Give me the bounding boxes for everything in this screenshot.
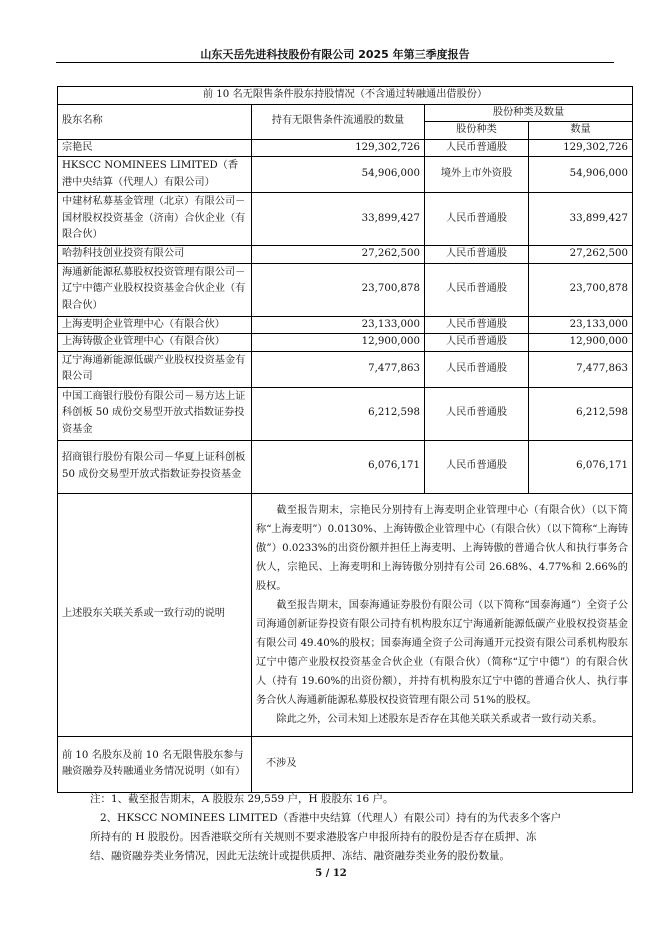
shareholder-name: 招商银行股份有限公司－华夏上证科创板 50 成份交易型开放式指数证券投资基金 — [58, 440, 252, 493]
table-row — [58, 263, 633, 316]
page-number: 5 / 12 — [315, 868, 347, 879]
note-2-line-2: 所持有的 H 股股份。因香港联交所有关规则不要求港股客户申报所持有的股份是否存在质押、冻 — [90, 831, 537, 843]
header-type-group: 股份种类及数量 — [425, 104, 633, 122]
shares-held: 6,076,171 — [252, 440, 425, 493]
shareholder-name: HKSCC NOMINEES LIMITED（香港中央结算（代理人）有限公司） — [58, 157, 252, 193]
share-type: 人民币普通股 — [425, 139, 529, 157]
share-quantity: 129,302,726 — [529, 139, 633, 157]
page-header-title: 山东天岳先进科技股份有限公司 2025 年第三季度报告 — [200, 48, 470, 61]
shares-held: 12,900,000 — [252, 334, 425, 352]
header-share-type: 股份种类 — [425, 122, 529, 140]
share-quantity: 7,477,863 — [529, 351, 633, 387]
share-type: 人民币普通股 — [425, 316, 529, 334]
shares-held: 23,700,878 — [252, 263, 425, 316]
share-type: 人民币普通股 — [425, 193, 529, 246]
shareholder-name: 上海铸傲企业管理中心（有限合伙） — [58, 334, 252, 352]
share-quantity: 6,076,171 — [529, 440, 633, 493]
share-type: 人民币普通股 — [425, 387, 529, 440]
table-caption: 前 10 名无限售条件股东持股情况（不含通过转融通出借股份） — [58, 87, 633, 105]
shareholder-name: 辽宁海通新能源低碳产业股权投资基金有限公司 — [58, 351, 252, 387]
shares-held: 6,212,598 — [252, 387, 425, 440]
share-type: 人民币普通股 — [425, 440, 529, 493]
share-type: 人民币普通股 — [425, 246, 529, 264]
note-1: 注：1、截至报告期末，A 股股东 29,559 户，H 股股东 16 户。 — [90, 793, 394, 805]
shares-held: 33,899,427 — [252, 193, 425, 246]
shares-held: 129,302,726 — [252, 139, 425, 157]
table-row — [58, 334, 633, 352]
header-divider — [56, 62, 614, 63]
share-type: 人民币普通股 — [425, 263, 529, 316]
shareholder-name: 哈勃科技创业投资有限公司 — [58, 246, 252, 264]
share-quantity: 27,262,500 — [529, 246, 633, 264]
share-quantity: 23,133,000 — [529, 316, 633, 334]
share-type: 境外上市外资股 — [425, 157, 529, 193]
relation-paragraph: 截至报告期末，宗艳民分别持有上海麦明企业管理中心（有限合伙）（以下简称“上海麦明”）0.0130%、上海铸傲企业管理中心（有限合伙）（以下简称“上海铸傲”）0.0233%的出资份额并担任上海麦明、上海铸傲的普通合伙人和执行事务合伙人，宗艳民、上海麦明和上海铸傲分别持有公司 26.68%、4.77%和 2.66%的股权。 — [256, 504, 628, 592]
shareholder-name: 中建材私募基金管理（北京）有限公司－国材股权投资基金（济南）合伙企业（有限合伙） — [58, 193, 252, 246]
table-row — [58, 351, 633, 387]
share-quantity: 12,900,000 — [529, 334, 633, 352]
shareholder-name: 海通新能源私募股权投资管理有限公司－辽宁中德产业股权投资基金合伙企业（有限合伙） — [58, 263, 252, 316]
header-shares: 持有无限售条件流通股的数量 — [252, 104, 425, 139]
relation-paragraph: 截至报告期末，国泰海通证券股份有限公司（以下简称“国泰海通”）全资子公司海通创新证券投资有限公司持有机构股东辽宁海通新能源低碳产业股权投资基金有限公司 49.40%的股权；国泰海通全资子公司海通开元投资有限公司系机构股东辽宁中德产业股权投资基金合伙企业（有限合伙）（简称“辽宁中德”）的有限合伙人（持有 19.60%的出资份额），并持有机构股东辽宁中德的普通合伙人、执行事务合伙人海通新能源私募股权投资管理有限公司 51%的股权。 — [256, 599, 628, 706]
table-row — [58, 193, 633, 246]
shares-held: 27,262,500 — [252, 246, 425, 264]
relation-paragraph: 除此之外，公司未知上述股东是否存在其他关联关系或者一致行动关系。 — [276, 713, 603, 725]
shares-held: 54,906,000 — [252, 157, 425, 193]
shareholder-name: 宗艳民 — [58, 139, 252, 157]
share-quantity: 6,212,598 — [529, 387, 633, 440]
relation-row — [58, 493, 633, 736]
margin-trading-value: 不涉及 — [252, 736, 633, 792]
header-quantity: 数量 — [529, 122, 633, 140]
table-row — [58, 387, 633, 440]
margin-trading-label: 前 10 名股东及前 10 名无限售股东参与融资融券及转融通业务情况说明（如有） — [58, 736, 252, 792]
notes-section — [90, 790, 610, 866]
table-row — [58, 246, 633, 264]
share-quantity: 23,700,878 — [529, 263, 633, 316]
table-row — [58, 157, 633, 193]
share-quantity: 54,906,000 — [529, 157, 633, 193]
table-row — [58, 316, 633, 334]
note-2-line-3: 结、融资融券类业务情况，因此无法统计或提供质押、冻结、融资融券类业务的股份数量。 — [90, 850, 510, 862]
shareholder-name: 中国工商银行股份有限公司－易方达上证科创板 50 成份交易型开放式指数证券投资基金 — [58, 387, 252, 440]
shareholder-table — [57, 86, 633, 793]
table-row — [58, 440, 633, 493]
margin-trading-row — [58, 736, 633, 792]
shareholder-name: 上海麦明企业管理中心（有限合伙） — [58, 316, 252, 334]
relation-description — [252, 493, 633, 736]
header-shareholder-name: 股东名称 — [58, 104, 252, 139]
shares-held: 7,477,863 — [252, 351, 425, 387]
share-type: 人民币普通股 — [425, 334, 529, 352]
share-type: 人民币普通股 — [425, 351, 529, 387]
shares-held: 23,133,000 — [252, 316, 425, 334]
table-row — [58, 139, 633, 157]
share-quantity: 33,899,427 — [529, 193, 633, 246]
note-2-line-1: 2、HKSCC NOMINEES LIMITED（香港中央结算（代理人）有限公司）持有的为代表多个客户 — [100, 812, 562, 824]
relation-label: 上述股东关联关系或一致行动的说明 — [58, 493, 252, 736]
